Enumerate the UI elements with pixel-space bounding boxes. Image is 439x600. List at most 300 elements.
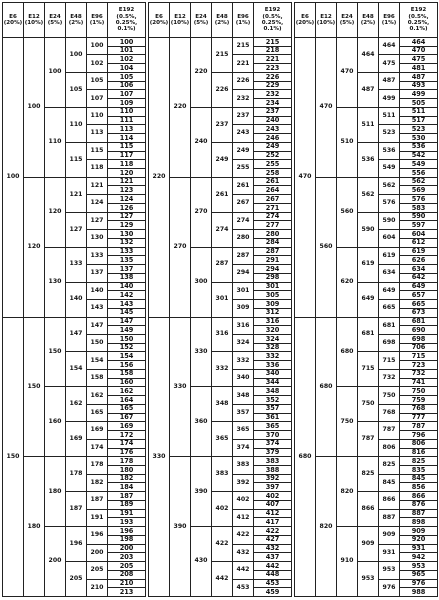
e192-value: 634: [400, 265, 438, 274]
e24-value: 910: [337, 527, 358, 597]
e192-value: 777: [400, 413, 438, 422]
table-row: [3, 317, 146, 326]
e48-value: 487: [358, 72, 379, 107]
e192-value: 132: [108, 238, 146, 247]
table-row: [3, 38, 146, 47]
e24-value: 270: [191, 177, 212, 247]
e192-value: 274: [254, 212, 292, 221]
e192-value: 102: [108, 55, 146, 64]
column-header: E192 (0.5%, 0.25%, 0.1%): [108, 3, 146, 38]
e192-value: 264: [254, 186, 292, 195]
e192-value: 612: [400, 238, 438, 247]
e192-value: 193: [108, 518, 146, 527]
eseries-table: [148, 2, 292, 597]
e192-value: 475: [400, 55, 438, 64]
e96-value: 665: [379, 300, 400, 317]
e96-value: 182: [87, 474, 108, 491]
e192-value: 442: [254, 562, 292, 571]
e192-value: 200: [108, 544, 146, 553]
e48-value: 127: [66, 212, 87, 247]
e192-value: 149: [108, 326, 146, 335]
e6-value: 100: [3, 38, 24, 318]
e192-value: 294: [254, 265, 292, 274]
header-row: [149, 3, 292, 38]
e96-value: 196: [87, 527, 108, 544]
e48-value: 715: [358, 352, 379, 387]
e12-value: 820: [316, 457, 337, 597]
e12-value: 150: [24, 317, 45, 457]
e96-value: 324: [233, 334, 254, 351]
e192-value: 111: [108, 116, 146, 125]
e192-value: 215: [254, 38, 292, 47]
e48-value: 649: [358, 282, 379, 317]
e192-value: 690: [400, 326, 438, 335]
e96-value: 316: [233, 317, 254, 334]
e192-value: 332: [254, 352, 292, 361]
e96-value: 590: [379, 212, 400, 229]
column-header: E24 (5%): [191, 3, 212, 38]
e96-value: 294: [233, 265, 254, 282]
e96-value: 499: [379, 90, 400, 107]
e96-value: 422: [233, 527, 254, 544]
e48-value: 301: [212, 282, 233, 317]
e192-value: 121: [108, 177, 146, 186]
e96-value: 562: [379, 177, 400, 194]
e48-value: 825: [358, 457, 379, 492]
e96-value: 340: [233, 369, 254, 386]
e192-value: 246: [254, 134, 292, 143]
column-header: E192 (0.5%, 0.25%, 0.1%): [400, 3, 438, 38]
table-panel-2: [148, 2, 291, 597]
e192-value: 583: [400, 203, 438, 212]
e24-value: 200: [45, 527, 66, 597]
e96-value: 169: [87, 422, 108, 439]
e96-value: 243: [233, 125, 254, 142]
header-row: [3, 3, 146, 38]
column-header: E24 (5%): [337, 3, 358, 38]
e24-value: 110: [45, 107, 66, 177]
e192-value: 437: [254, 553, 292, 562]
e192-value: 178: [108, 457, 146, 466]
e96-value: 511: [379, 107, 400, 124]
e96-value: 523: [379, 125, 400, 142]
e48-value: 274: [212, 212, 233, 247]
e192-value: 154: [108, 352, 146, 361]
e96-value: 232: [233, 90, 254, 107]
e192-value: 379: [254, 448, 292, 457]
e192-value: 590: [400, 212, 438, 221]
e96-value: 102: [87, 55, 108, 72]
e192-value: 392: [254, 474, 292, 483]
e24-value: 220: [191, 38, 212, 108]
e24-value: 820: [337, 457, 358, 527]
e96-value: 133: [87, 247, 108, 264]
e192-value: 271: [254, 203, 292, 212]
e48-value: 121: [66, 177, 87, 212]
e48-value: 154: [66, 352, 87, 387]
e192-value: 130: [108, 230, 146, 239]
e192-value: 126: [108, 203, 146, 212]
e192-value: 806: [400, 439, 438, 448]
e48-value: 365: [212, 422, 233, 457]
e192-value: 536: [400, 142, 438, 151]
e24-value: 330: [191, 317, 212, 387]
e12-value: 680: [316, 317, 337, 457]
e192-value: 118: [108, 160, 146, 169]
e192-value: 261: [254, 177, 292, 186]
e24-value: 560: [337, 177, 358, 247]
e96-value: 768: [379, 404, 400, 421]
table-row: [149, 457, 292, 466]
e48-value: 787: [358, 422, 379, 457]
e192-value: 626: [400, 256, 438, 265]
e96-value: 619: [379, 247, 400, 264]
e192-value: 530: [400, 134, 438, 143]
e12-value: 120: [24, 177, 45, 317]
e192-value: 252: [254, 151, 292, 160]
e48-value: 237: [212, 107, 233, 142]
e96-value: 158: [87, 369, 108, 386]
e192-value: 277: [254, 221, 292, 230]
e192-value: 174: [108, 439, 146, 448]
e96-value: 130: [87, 230, 108, 247]
e192-value: 160: [108, 378, 146, 387]
e192-value: 723: [400, 361, 438, 370]
e48-value: 100: [66, 38, 87, 73]
table-panel-1: [2, 2, 145, 597]
e192-value: 464: [400, 38, 438, 47]
e96-value: 845: [379, 474, 400, 491]
e12-value: 100: [24, 38, 45, 178]
column-header: E6 (20%): [3, 3, 24, 38]
e192-value: 549: [400, 160, 438, 169]
e96-value: 187: [87, 492, 108, 509]
eseries-table: [294, 2, 438, 597]
e192-value: 249: [254, 142, 292, 151]
e96-value: 165: [87, 404, 108, 421]
e192-value: 120: [108, 169, 146, 178]
e192-value: 887: [400, 509, 438, 518]
e96-value: 374: [233, 439, 254, 456]
e96-value: 357: [233, 404, 254, 421]
e192-value: 114: [108, 134, 146, 143]
e192-value: 604: [400, 230, 438, 239]
e96-value: 536: [379, 142, 400, 159]
e192-value: 523: [400, 125, 438, 134]
e192-value: 184: [108, 483, 146, 492]
table-row: [295, 38, 438, 47]
e96-value: 113: [87, 125, 108, 142]
e192-value: 156: [108, 361, 146, 370]
e192-value: 481: [400, 64, 438, 73]
table-row: [3, 457, 146, 466]
e96-value: 464: [379, 38, 400, 55]
e192-value: 113: [108, 125, 146, 134]
e96-value: 715: [379, 352, 400, 369]
e48-value: 619: [358, 247, 379, 282]
e6-value: 470: [295, 38, 316, 318]
e192-value: 920: [400, 535, 438, 544]
e192-value: 105: [108, 72, 146, 81]
column-header: E6 (20%): [149, 3, 170, 38]
e96-value: 137: [87, 265, 108, 282]
e96-value: 215: [233, 38, 254, 55]
e96-value: 576: [379, 195, 400, 212]
e192-value: 164: [108, 396, 146, 405]
e192-value: 976: [400, 579, 438, 588]
e192-value: 226: [254, 72, 292, 81]
e48-value: 187: [66, 492, 87, 527]
e192-value: 412: [254, 509, 292, 518]
e192-value: 145: [108, 308, 146, 317]
e48-value: 287: [212, 247, 233, 282]
e192-value: 898: [400, 518, 438, 527]
e192-value: 176: [108, 448, 146, 457]
e192-value: 909: [400, 527, 438, 536]
e48-value: 162: [66, 387, 87, 422]
column-header: E48 (2%): [66, 3, 87, 38]
e192-value: 280: [254, 230, 292, 239]
e192-value: 258: [254, 169, 292, 178]
e96-value: 487: [379, 72, 400, 89]
e24-value: 750: [337, 387, 358, 457]
e192-value: 487: [400, 72, 438, 81]
table-row: [295, 177, 438, 186]
e192-value: 576: [400, 195, 438, 204]
e192-value: 284: [254, 238, 292, 247]
e192-value: 759: [400, 396, 438, 405]
e192-value: 143: [108, 300, 146, 309]
e24-value: 430: [191, 527, 212, 597]
e192-value: 115: [108, 142, 146, 151]
e96-value: 698: [379, 334, 400, 351]
e48-value: 562: [358, 177, 379, 212]
e192-value: 203: [108, 553, 146, 562]
e96-value: 200: [87, 544, 108, 561]
e96-value: 280: [233, 230, 254, 247]
table-row: [295, 457, 438, 466]
e96-value: 806: [379, 439, 400, 456]
column-header: E48 (2%): [212, 3, 233, 38]
e12-value: 330: [170, 317, 191, 457]
e96-value: 174: [87, 439, 108, 456]
column-header: E12 (10%): [24, 3, 45, 38]
e48-value: 681: [358, 317, 379, 352]
e192-value: 140: [108, 282, 146, 291]
e192-value: 320: [254, 326, 292, 335]
e48-value: 402: [212, 492, 233, 527]
e96-value: 953: [379, 562, 400, 579]
e192-value: 135: [108, 256, 146, 265]
e192-value: 180: [108, 465, 146, 474]
e192-value: 370: [254, 431, 292, 440]
e192-value: 267: [254, 195, 292, 204]
e192-value: 169: [108, 422, 146, 431]
e96-value: 110: [87, 107, 108, 124]
e192-value: 866: [400, 492, 438, 501]
table-row: [3, 177, 146, 186]
table-row: [149, 177, 292, 186]
column-header: E6 (20%): [295, 3, 316, 38]
e24-value: 300: [191, 247, 212, 317]
e192-value: 845: [400, 474, 438, 483]
e96-value: 442: [233, 562, 254, 579]
table-row: [295, 317, 438, 326]
e192-value: 383: [254, 457, 292, 466]
e12-value: 390: [170, 457, 191, 597]
e96-value: 750: [379, 387, 400, 404]
e96-value: 210: [87, 579, 108, 596]
e12-value: 560: [316, 177, 337, 317]
e192-value: 787: [400, 422, 438, 431]
e24-value: 100: [45, 38, 66, 108]
e192-value: 348: [254, 387, 292, 396]
e192-value: 107: [108, 90, 146, 99]
e6-value: 220: [149, 38, 170, 318]
e192-value: 344: [254, 378, 292, 387]
e192-value: 493: [400, 81, 438, 90]
e192-value: 706: [400, 343, 438, 352]
e192-value: 715: [400, 352, 438, 361]
e96-value: 150: [87, 334, 108, 351]
e192-value: 422: [254, 527, 292, 536]
e24-value: 470: [337, 38, 358, 108]
e192-value: 312: [254, 308, 292, 317]
e192-value: 407: [254, 500, 292, 509]
e96-value: 976: [379, 579, 400, 596]
e192-value: 673: [400, 308, 438, 317]
e192-value: 768: [400, 404, 438, 413]
e96-value: 124: [87, 195, 108, 212]
e48-value: 442: [212, 562, 233, 597]
e192-value: 198: [108, 535, 146, 544]
e192-value: 340: [254, 369, 292, 378]
e192-value: 505: [400, 99, 438, 108]
e192-value: 123: [108, 186, 146, 195]
e192-value: 856: [400, 483, 438, 492]
e96-value: 274: [233, 212, 254, 229]
e192-value: 165: [108, 404, 146, 413]
e96-value: 140: [87, 282, 108, 299]
e96-value: 412: [233, 509, 254, 526]
e192-value: 374: [254, 439, 292, 448]
e96-value: 909: [379, 527, 400, 544]
column-header: E192 (0.5%, 0.25%, 0.1%): [254, 3, 292, 38]
e96-value: 931: [379, 544, 400, 561]
e48-value: 196: [66, 527, 87, 562]
e96-value: 178: [87, 457, 108, 474]
e192-value: 117: [108, 151, 146, 160]
e192-value: 397: [254, 483, 292, 492]
e192-value: 352: [254, 396, 292, 405]
column-header: E12 (10%): [316, 3, 337, 38]
e192-value: 365: [254, 422, 292, 431]
e96-value: 105: [87, 72, 108, 89]
e192-value: 301: [254, 282, 292, 291]
e96-value: 255: [233, 160, 254, 177]
e192-value: 511: [400, 107, 438, 116]
e192-value: 388: [254, 465, 292, 474]
e48-value: 147: [66, 317, 87, 352]
e96-value: 221: [233, 55, 254, 72]
e96-value: 205: [87, 562, 108, 579]
e24-value: 390: [191, 457, 212, 527]
e48-value: 178: [66, 457, 87, 492]
e12-value: 180: [24, 457, 45, 597]
e24-value: 240: [191, 107, 212, 177]
e24-value: 120: [45, 177, 66, 247]
e192-value: 470: [400, 46, 438, 55]
e192-value: 750: [400, 387, 438, 396]
e24-value: 180: [45, 457, 66, 527]
e96-value: 365: [233, 422, 254, 439]
e96-value: 604: [379, 230, 400, 247]
e96-value: 348: [233, 387, 254, 404]
e96-value: 143: [87, 300, 108, 317]
e96-value: 649: [379, 282, 400, 299]
e24-value: 130: [45, 247, 66, 317]
e192-value: 150: [108, 334, 146, 343]
e48-value: 215: [212, 38, 233, 73]
e96-value: 115: [87, 142, 108, 159]
e48-value: 332: [212, 352, 233, 387]
e192-value: 448: [254, 570, 292, 579]
e48-value: 909: [358, 527, 379, 562]
e192-value: 316: [254, 317, 292, 326]
e192-value: 287: [254, 247, 292, 256]
e192-value: 942: [400, 553, 438, 562]
e192-value: 556: [400, 169, 438, 178]
e192-value: 110: [108, 107, 146, 116]
e48-value: 105: [66, 72, 87, 107]
e48-value: 422: [212, 527, 233, 562]
e48-value: 205: [66, 562, 87, 597]
e96-value: 392: [233, 474, 254, 491]
e192-value: 324: [254, 334, 292, 343]
e96-value: 121: [87, 177, 108, 194]
e24-value: 680: [337, 317, 358, 387]
e48-value: 750: [358, 387, 379, 422]
e96-value: 383: [233, 457, 254, 474]
table-panel-3: [294, 2, 437, 597]
e192-value: 988: [400, 588, 438, 597]
e192-value: 562: [400, 177, 438, 186]
e12-value: 220: [170, 38, 191, 178]
e192-value: 158: [108, 369, 146, 378]
e48-value: 953: [358, 562, 379, 597]
e192-value: 101: [108, 46, 146, 55]
e192-value: 129: [108, 221, 146, 230]
e192-value: 234: [254, 99, 292, 108]
e24-value: 510: [337, 107, 358, 177]
e192-value: 223: [254, 64, 292, 73]
e12-value: 470: [316, 38, 337, 178]
e192-value: 336: [254, 361, 292, 370]
e48-value: 348: [212, 387, 233, 422]
e96-value: 432: [233, 544, 254, 561]
e24-value: 360: [191, 387, 212, 457]
column-header: E12 (10%): [170, 3, 191, 38]
e48-value: 133: [66, 247, 87, 282]
e192-value: 741: [400, 378, 438, 387]
e192-value: 402: [254, 492, 292, 501]
table-row: [149, 317, 292, 326]
e96-value: 301: [233, 282, 254, 299]
e192-value: 291: [254, 256, 292, 265]
e192-value: 127: [108, 212, 146, 221]
e96-value: 453: [233, 579, 254, 596]
e192-value: 237: [254, 107, 292, 116]
